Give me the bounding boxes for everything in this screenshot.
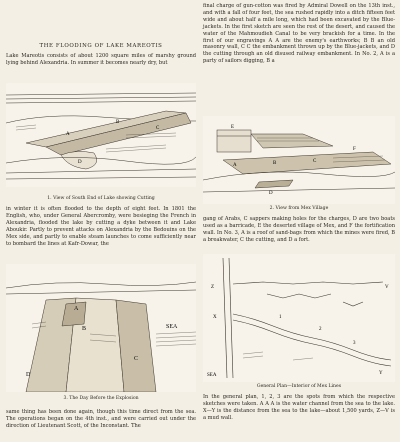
plan-label-z: Z bbox=[211, 285, 215, 290]
right-column-middle bbox=[203, 216, 395, 244]
figure-1-engraving bbox=[6, 83, 196, 187]
fig2-label-a: A bbox=[233, 163, 237, 168]
general-plan-caption: General Plan—Interior of Mex Lines bbox=[256, 384, 342, 389]
figure-3-day-before-explosion bbox=[6, 264, 196, 392]
fig2-label-e: E bbox=[231, 125, 235, 130]
figure-1-south-end-of-lake bbox=[6, 83, 196, 187]
fig1-label-c: C bbox=[156, 126, 160, 131]
fig2-label-c: C bbox=[313, 159, 317, 164]
fig2-label-b: B bbox=[273, 161, 277, 166]
figure-2-engraving bbox=[203, 116, 395, 204]
left-column bbox=[6, 8, 196, 67]
figure-3-caption: 3. The Day Before the Explosion bbox=[63, 396, 139, 401]
fig3-label-sea: SEA bbox=[166, 324, 178, 330]
article-title: THE FLOODING OF LAKE MAREOTIS bbox=[39, 43, 163, 49]
right-column bbox=[203, 3, 395, 65]
plan-label-3: 3 bbox=[353, 341, 356, 346]
left-column-bottom bbox=[6, 409, 196, 430]
plan-label-y: Y bbox=[379, 371, 383, 376]
intro-paragraph: Lake Mareotis consists of about 1200 square miles of marshy ground lying behind Alexandria. In summer it becomes nearly dry, but bbox=[6, 53, 196, 66]
fig1-label-b: B bbox=[116, 120, 120, 125]
fig3-label-d: D bbox=[26, 372, 31, 378]
plan-label-2: 2 bbox=[319, 327, 322, 332]
fig2-label-d: D bbox=[269, 191, 273, 196]
paragraph-1801: in winter it is often flooded to the depth of eight feet. In 1801 the English, who, under General Abercromby, were besieging the French in Alexandria, flooded the lake by cutting a dyke between it and Lake Aboukir. Partly to prevent attacks on Alexandria by the Bedouins on the Mex side, and partly to enable steam launches to come sufficiently near to bombard the lines at Kafr-Dowar, the bbox=[6, 206, 196, 247]
right-column-bottom bbox=[203, 394, 395, 422]
fig1-label-d: D bbox=[78, 160, 82, 165]
left-column-middle bbox=[6, 206, 196, 247]
figure-2-caption: 2. View from Mex Village bbox=[269, 206, 329, 211]
paragraph-same-thing: same thing has been done again, though this time direct from the sea. The operations began on the 4th inst., and were carried out under the direction of Lieutenant Scott, of the Inconstant. The bbox=[6, 409, 196, 429]
paragraph-general-plan: In the general plan, 1, 2, 3 are the spots from which the respective sketches were taken. A A A is the water channel from the sea to the lake. X—Y is the distance from the sea to the lake—about 1,500 yards, Z—V is a mud wall. bbox=[203, 394, 395, 421]
fig3-label-b: B bbox=[82, 326, 87, 332]
plan-label-x: X bbox=[213, 315, 217, 320]
fig1-label-a: A bbox=[66, 132, 70, 137]
fig3-label-c: C bbox=[134, 356, 139, 362]
figure-1-caption: 1. View of South End of Lake showing Cutting bbox=[47, 196, 155, 201]
general-plan-drawing bbox=[203, 254, 395, 382]
paragraph-gang-of-arabs: gang of Arabs, C sappers making holes for the charges, D are two boats used as a barricade, E the deserted village of Mex, and F the fortification wall. In No. 3, A is a roof of sand-bags from which the mines were fired, B a breakwater, C the cutting, and D a fort. bbox=[203, 216, 395, 243]
figure-3-engraving bbox=[6, 264, 196, 392]
plan-label-sea: SEA bbox=[207, 373, 217, 378]
plan-label-v: V bbox=[385, 285, 389, 290]
plan-label-1: 1 bbox=[279, 315, 282, 320]
fig3-label-a: A bbox=[74, 306, 79, 312]
paragraph-final-charge: final charge of gun-cotton was fired by Admiral Dowell on the 13th inst., and with a fall of four feet, the sea rushed rapidly into a ditch fifteen feet wide and about half a mile long, which had been excavated by the Blue-jackets. In the first sketch are seen the rest of the desert, and caused the water of the Mahmoudieh Canal to be very brackish for a time. In the first of our engravings A A are the enemy's earthworks; B B an old masonry wall, C C the embankment thrown up by the Blue-jackets, and D the cutting through an old disused railway embankment. In No. 2, A is a party of sailors digging, B a bbox=[203, 3, 395, 65]
general-plan-map bbox=[203, 254, 395, 382]
figure-2-view-from-mex-village bbox=[203, 116, 395, 204]
fig2-label-f: F bbox=[353, 147, 356, 152]
